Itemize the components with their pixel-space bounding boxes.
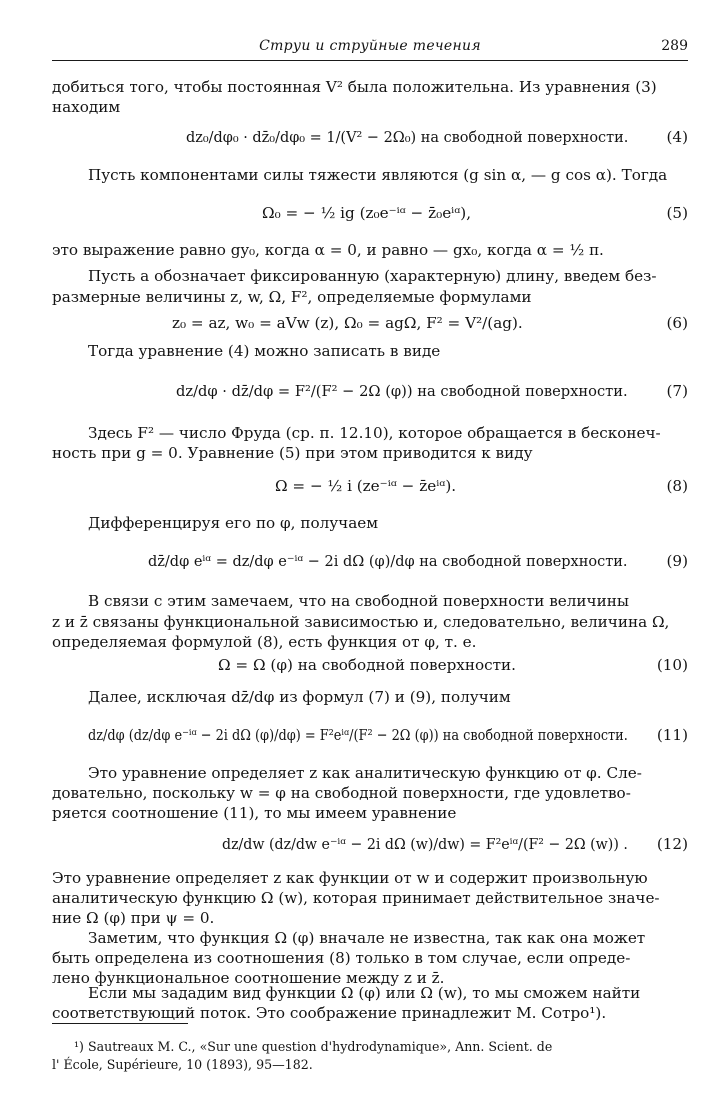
page-number: 289 bbox=[661, 38, 688, 54]
text-line: Заметим, что функция Ω (φ) вначале не известна, так как она может bbox=[88, 929, 646, 947]
equation-number: (11) bbox=[656, 726, 688, 744]
text-line: довательно, поскольку w = φ на свободной поверхности, где удовлетво- bbox=[52, 784, 631, 802]
text-line: находим bbox=[52, 98, 121, 116]
equation-number: (12) bbox=[656, 835, 688, 853]
equation-number: (4) bbox=[666, 128, 688, 146]
text-line: Далее, исключая dz̄/dφ из формул (7) и (9), получим bbox=[88, 688, 511, 706]
footnote-rule bbox=[52, 1023, 188, 1024]
equation-number: (7) bbox=[666, 382, 688, 400]
equation: z₀ = az, w₀ = aVw (z), Ω₀ = agΩ, F² = V²/(ag). bbox=[172, 314, 523, 332]
text-line: быть определена из соотношения (8) только в том случае, если опреде- bbox=[52, 949, 631, 967]
equation: dz̄/dφ eⁱᵅ = dz/dφ e⁻ⁱᵅ − 2i dΩ (φ)/dφ на свободной поверхности. bbox=[148, 552, 628, 570]
equation-number: (8) bbox=[666, 477, 688, 495]
running-title: Струи и струйные течения bbox=[259, 38, 481, 54]
text-line: Это уравнение определяет z как функции от w и содержит произвольную bbox=[52, 869, 648, 887]
text-line: Здесь F² — число Фруда (ср. п. 12.10), которое обращается в бесконеч- bbox=[88, 424, 661, 442]
text-line: аналитическую функцию Ω (w), которая принимает действительное значе- bbox=[52, 889, 660, 907]
text-line: лено функциональное соотношение между z и z̄. bbox=[52, 969, 445, 987]
text-line: ряется соотношение (11), то мы имеем уравнение bbox=[52, 804, 457, 822]
text-line: Дифференцируя его по φ, получаем bbox=[88, 514, 379, 532]
text-line: Это уравнение определяет z как аналитическую функцию от φ. Сле- bbox=[88, 764, 642, 782]
running-header bbox=[52, 38, 688, 60]
text-line: соответствующий поток. Это соображение принадлежит М. Сотро¹). bbox=[52, 1004, 607, 1022]
text-line: определяемая формулой (8), есть функция от φ, т. е. bbox=[52, 633, 477, 651]
text-line: Пусть a обозначает фиксированную (характерную) длину, введем без- bbox=[88, 267, 657, 285]
equation: dz/dφ (dz/dφ e⁻ⁱᵅ − 2i dΩ (φ)/dφ) = F²eⁱᵅ/(F² − 2Ω (φ)) на свободной поверхности. bbox=[88, 726, 628, 744]
text-line: добиться того, чтобы постоянная V² была положительна. Из уравнения (3) bbox=[52, 78, 657, 96]
text-line: ние Ω (φ) при ψ = 0. bbox=[52, 909, 215, 927]
equation-number: (5) bbox=[666, 204, 688, 222]
text-line: z и z̄ связаны функциональной зависимостью и, следовательно, величина Ω, bbox=[52, 613, 670, 631]
text-line: Если мы зададим вид функции Ω (φ) или Ω (w), то мы сможем найти bbox=[88, 984, 641, 1002]
equation: Ω = − ½ i (ze⁻ⁱᵅ − z̄eⁱᵅ). bbox=[275, 477, 457, 495]
equation: dz₀/dφ₀ · dz̄₀/dφ₀ = 1/(V² − 2Ω₀) на свободной поверхности. bbox=[186, 128, 629, 146]
text-line: Тогда уравнение (4) можно записать в виде bbox=[88, 342, 441, 360]
equation-number: (9) bbox=[666, 552, 688, 570]
footnote-line: l' École, Supérieure, 10 (1893), 95—182. bbox=[52, 1057, 313, 1072]
equation: dz/dw (dz/dw e⁻ⁱᵅ − 2i dΩ (w)/dw) = F²eⁱᵅ/(F² − 2Ω (w)) . bbox=[222, 835, 628, 853]
text-line: ность при g = 0. Уравнение (5) при этом приводится к виду bbox=[52, 444, 533, 462]
equation-number: (6) bbox=[666, 314, 688, 332]
equation-number: (10) bbox=[656, 656, 688, 674]
footnote-line: ¹) Sautreaux M. C., «Sur une question d'hydrodynamique», Ann. Scient. de bbox=[74, 1039, 553, 1054]
equation: Ω = Ω (φ) на свободной поверхности. bbox=[218, 656, 516, 674]
text-line: В связи с этим замечаем, что на свободной поверхности величины bbox=[88, 592, 629, 610]
text-line: Пусть компонентами силы тяжести являются (g sin α, — g cos α). Тогда bbox=[88, 166, 668, 184]
text-line: это выражение равно gy₀, когда α = 0, и равно — gx₀, когда α = ½ π. bbox=[52, 241, 604, 259]
header-rule bbox=[52, 60, 688, 61]
equation: dz/dφ · dz̄/dφ = F²/(F² − 2Ω (φ)) на свободной поверхности. bbox=[176, 382, 628, 400]
text-line: размерные величины z, w, Ω, F², определяемые формулами bbox=[52, 288, 532, 306]
equation: Ω₀ = − ½ ig (z₀e⁻ⁱᵅ − z̄₀eⁱᵅ), bbox=[262, 204, 472, 222]
